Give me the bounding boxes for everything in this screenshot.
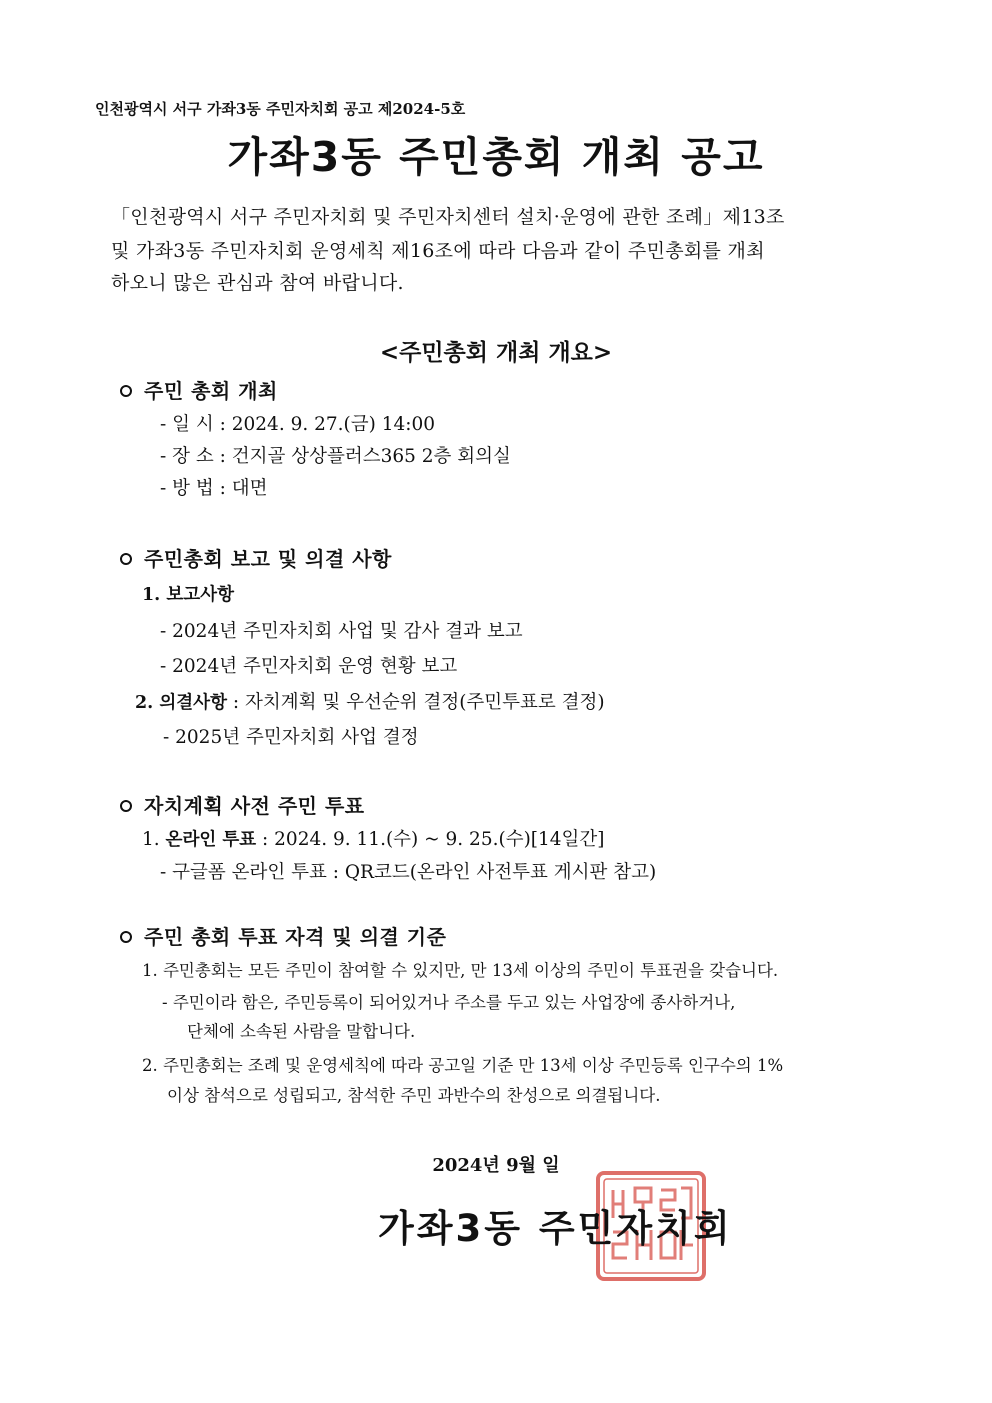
decision-title: 2. 의결사항 (135, 693, 227, 713)
section-heading-text: 자치계획 사전 주민 투표 (144, 794, 365, 818)
online-vote-title: 온라인 투표 (165, 830, 257, 850)
meeting-date: - 일 시 : 2024. 9. 27.(금) 14:00 (160, 414, 436, 435)
report-title: 1. 보고사항 (142, 585, 234, 605)
section-heading-criteria (120, 921, 446, 950)
criteria-item-2: 2. 주민총회는 조례 및 운영세칙에 따라 공고일 기준 만 13세 이상 주민등록 인구수의 1% (142, 1056, 784, 1075)
intro-line-2: 및 가좌3동 주민자치회 운영세칙 제16조에 따라 다음과 같이 주민총회를 개최 (111, 240, 765, 262)
decision-text: : 자치계획 및 우선순위 결정(주민투표로 결정) (226, 692, 605, 713)
section-heading-vote (120, 790, 365, 819)
intro-line-3: 하오니 많은 관심과 참여 바랍니다. (111, 272, 404, 294)
report-item: - 2024년 주민자치회 운영 현황 보고 (160, 656, 458, 677)
criteria-item-1-sub-cont: 단체에 소속된 사람을 말합니다. (187, 1022, 416, 1041)
signatory-name: 가좌3동 주민자치회 (378, 1207, 733, 1250)
report-item: - 2024년 주민자치회 사업 및 감사 결과 보고 (160, 621, 523, 642)
circle-bullet-icon (120, 385, 132, 397)
notice-date: 2024년 9월 일 (432, 1155, 560, 1176)
criteria-item-1-sub: - 주민이라 함은, 주민등록이 되어있거나 주소를 두고 있는 사업장에 종사하거나, (162, 993, 736, 1012)
section-heading-text: 주민 총회 개최 (144, 379, 278, 403)
section-heading-agenda (120, 543, 392, 572)
intro-line-1: 「인천광역시 서구 주민자치회 및 주민자치센터 설치·운영에 관한 조례」제13조 (111, 206, 785, 228)
online-vote-line (142, 825, 605, 851)
meeting-place: - 장 소 : 건지골 상상플러스365 2층 회의실 (160, 446, 511, 467)
section-heading-text: 주민 총회 투표 자격 및 의결 기준 (144, 925, 447, 949)
online-vote-item: - 구글폼 온라인 투표 : QR코드(온라인 사전투표 게시판 참고) (160, 862, 657, 883)
overview-title: <주민총회 개최 개요> (379, 339, 613, 366)
online-vote-prefix: 1. (142, 829, 166, 850)
decision-line (135, 688, 605, 714)
circle-bullet-icon (120, 800, 132, 812)
online-vote-period: : 2024. 9. 11.(수) ~ 9. 25.(수)[14일간] (256, 829, 605, 850)
meeting-method: - 방 법 : 대면 (160, 478, 268, 499)
section-heading-meeting (120, 375, 278, 404)
criteria-item-1: 1. 주민총회는 모든 주민이 참여할 수 있지만, 만 13세 이상의 주민이 투표권을 갖습니다. (142, 961, 779, 980)
circle-bullet-icon (120, 553, 132, 565)
section-heading-text: 주민총회 보고 및 의결 사항 (144, 547, 392, 571)
decision-item: - 2025년 주민자치회 사업 결정 (163, 727, 419, 748)
circle-bullet-icon (120, 931, 132, 943)
page-title: 가좌3동 주민총회 개최 공고 (227, 133, 765, 181)
notice-number: 인천광역시 서구 가좌3동 주민자치회 공고 제2024-5호 (95, 100, 466, 118)
criteria-item-2-cont: 이상 참석으로 성립되고, 참석한 주민 과반수의 찬성으로 의결됩니다. (167, 1086, 661, 1105)
